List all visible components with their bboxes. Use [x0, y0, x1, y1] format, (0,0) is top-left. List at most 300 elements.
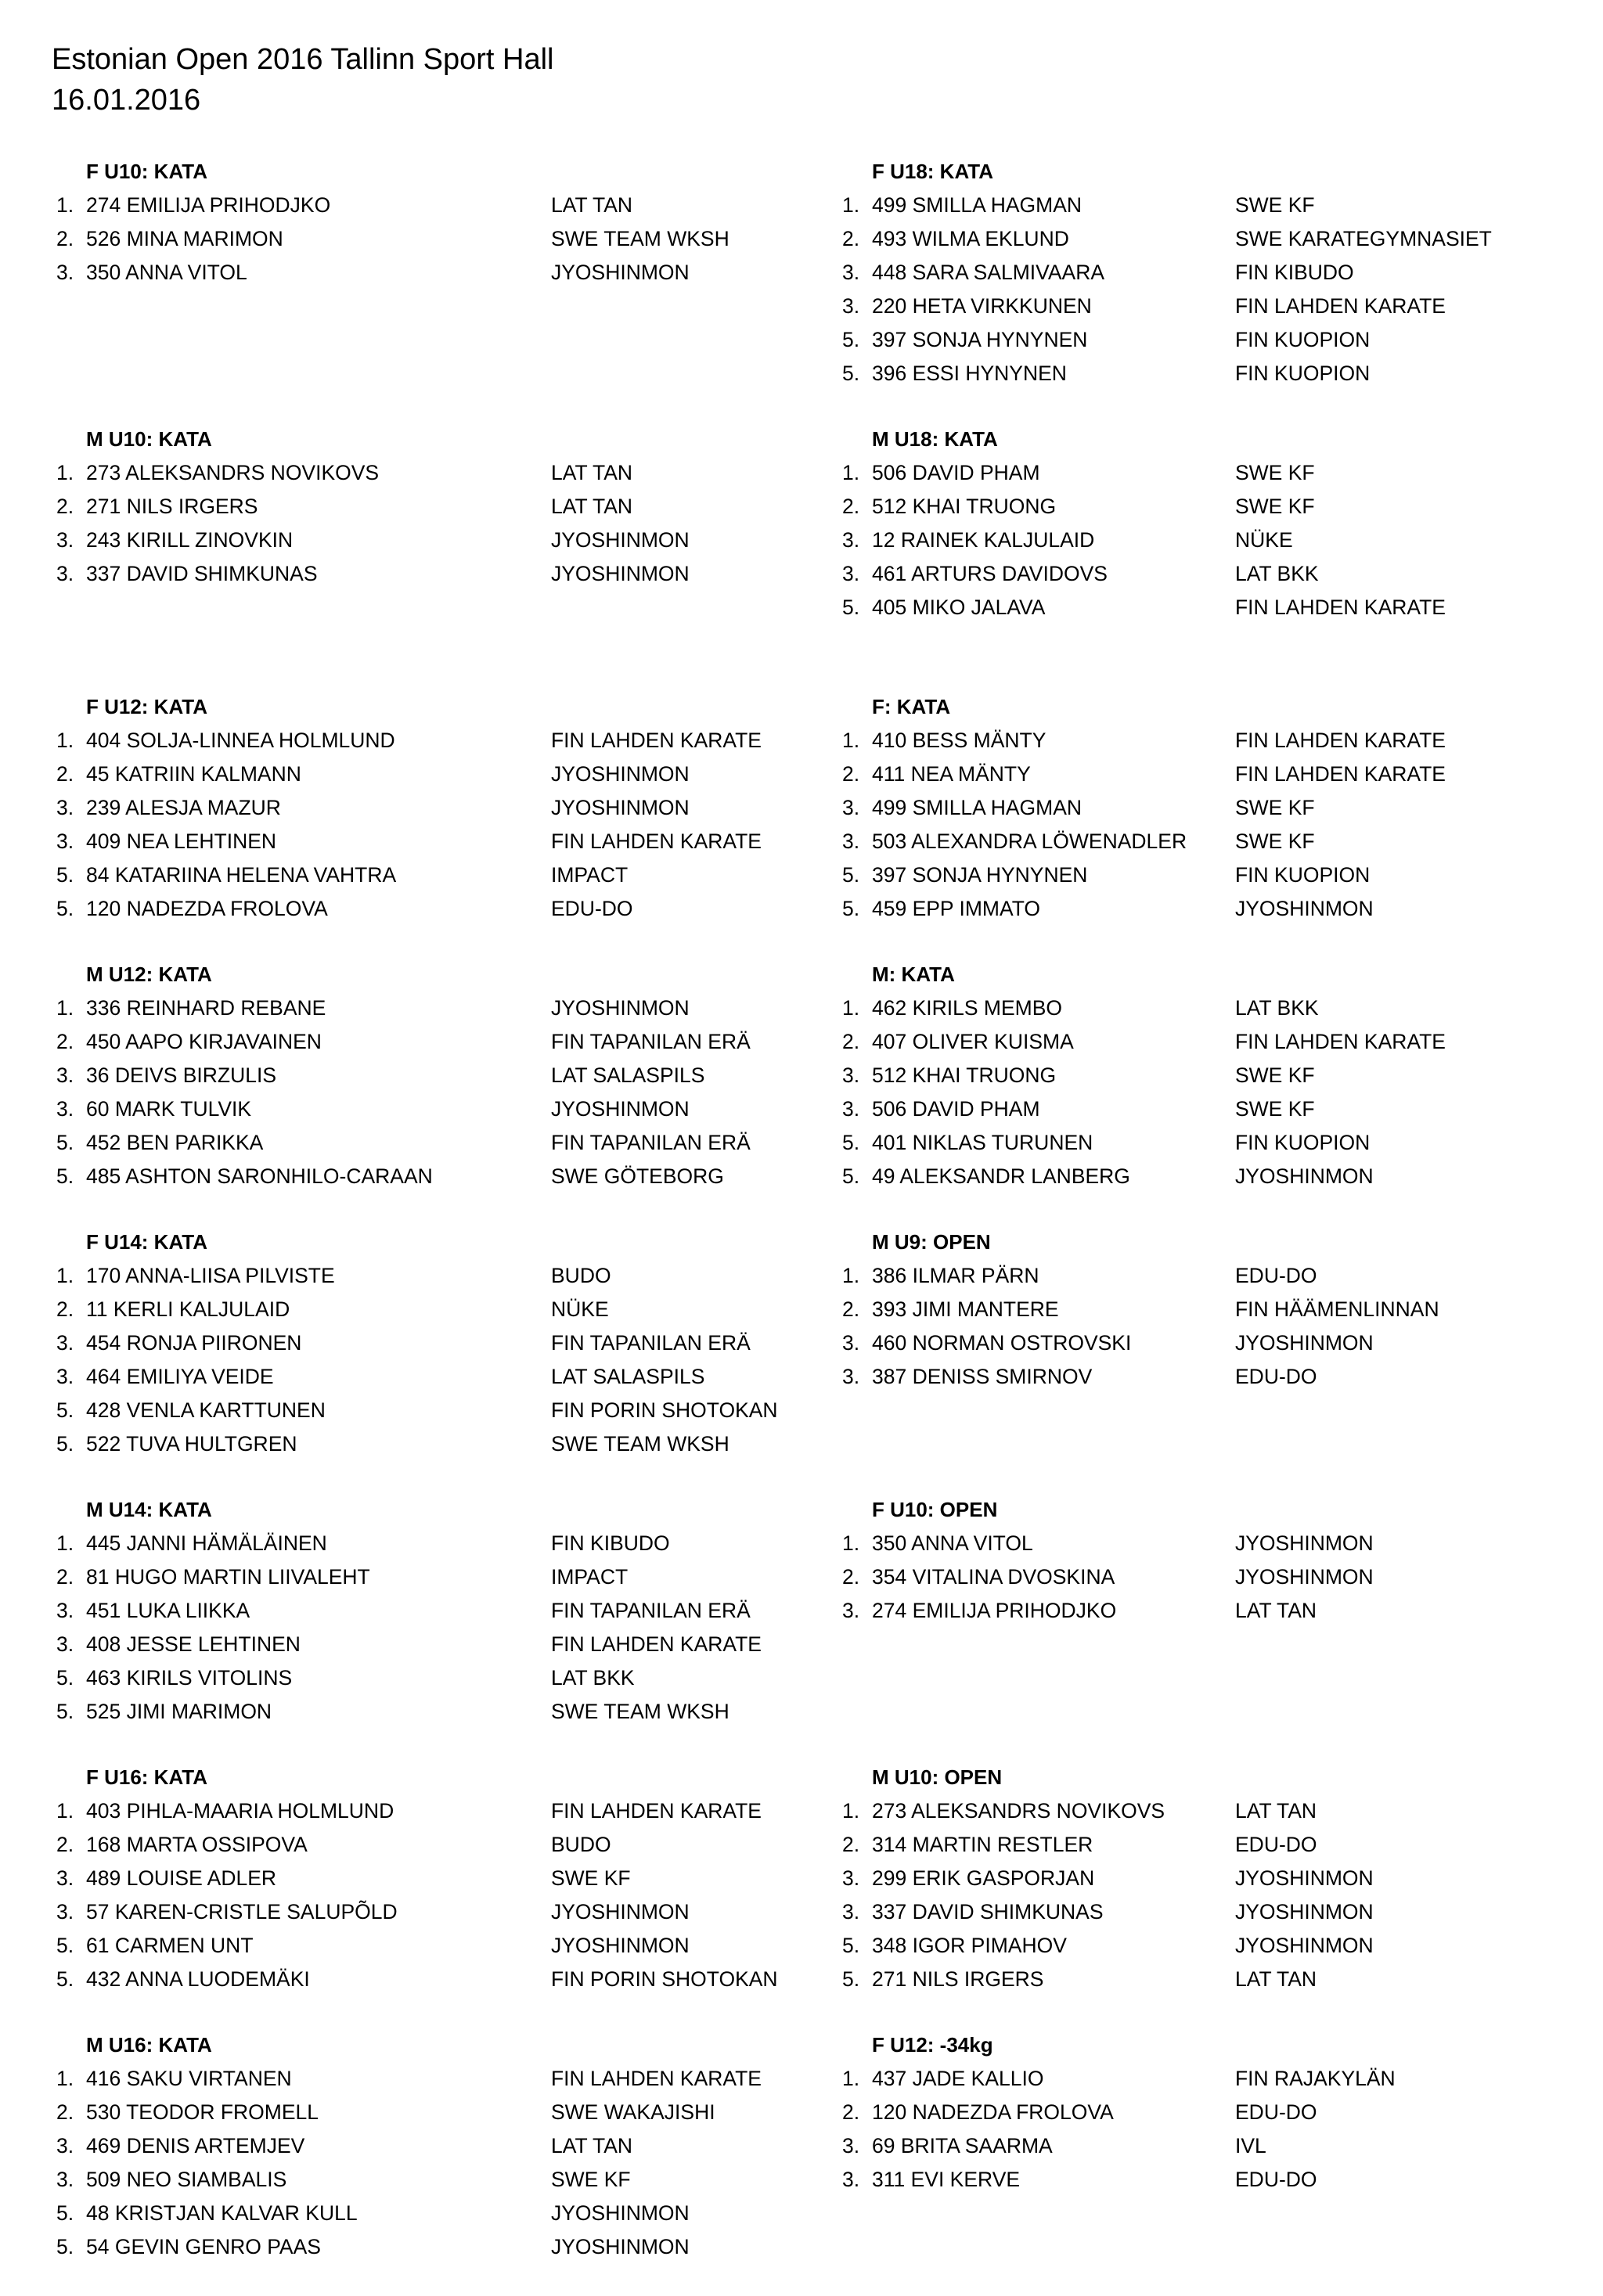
result-club: LAT TAN — [551, 2134, 633, 2157]
category-block — [49, 423, 800, 690]
result-athlete: 464 EMILIYA VEIDE — [86, 1365, 274, 1388]
result-place: 2. — [56, 2100, 74, 2124]
result-club: JYOSHINMON — [551, 528, 690, 552]
result-club: FIN KUOPION — [1235, 328, 1371, 351]
result-athlete: 45 KATRIIN KALMANN — [86, 762, 301, 786]
result-place: 3. — [842, 2134, 860, 2157]
result-club: FIN KIBUDO — [1235, 261, 1354, 284]
result-row — [834, 357, 1586, 390]
results-list — [834, 1527, 1586, 1628]
result-place: 3. — [842, 562, 860, 585]
result-place: 3. — [56, 1632, 74, 1656]
category-title: M U9: OPEN — [872, 1230, 991, 1254]
results-list — [49, 1527, 800, 1729]
result-athlete: 311 EVI KERVE — [872, 2168, 1021, 2191]
result-club: LAT BKK — [551, 1666, 635, 1690]
result-row — [834, 758, 1586, 791]
result-club: FIN TAPANILAN ERÄ — [551, 1599, 751, 1622]
right-column — [834, 155, 1586, 2296]
result-club: FIN PORIN SHOTOKAN — [551, 1967, 778, 1991]
result-place: 1. — [56, 1264, 74, 1287]
result-place: 1. — [842, 2067, 860, 2090]
page-date: 16.01.2016 — [52, 84, 201, 117]
result-row — [834, 524, 1586, 557]
results-list — [834, 189, 1586, 390]
category-title: F U18: KATA — [872, 160, 994, 183]
result-club: FIN KUOPION — [1235, 1131, 1371, 1154]
result-athlete: 84 KATARIINA HELENA VAHTRA — [86, 863, 397, 887]
result-place: 5. — [56, 1666, 74, 1690]
result-place: 3. — [842, 261, 860, 284]
result-club: JYOSHINMON — [551, 996, 690, 1020]
result-place: 3. — [842, 528, 860, 552]
result-athlete: 273 ALEKSANDRS NOVIKOVS — [872, 1799, 1165, 1823]
result-athlete: 503 ALEXANDRA LÖWENADLER — [872, 830, 1187, 853]
result-athlete: 36 DEIVS BIRZULIS — [86, 1063, 277, 1087]
result-club: FIN PORIN SHOTOKAN — [551, 1398, 778, 1422]
result-athlete: 525 JIMI MARIMON — [86, 1700, 272, 1723]
result-row — [834, 2163, 1586, 2197]
result-place: 3. — [842, 294, 860, 318]
result-athlete: 60 MARK TULVIK — [86, 1097, 252, 1121]
result-row — [49, 1527, 800, 1560]
result-row — [49, 1794, 800, 1828]
result-athlete: 243 KIRILL ZINOVKIN — [86, 528, 294, 552]
result-club: SWE TEAM WKSH — [551, 1432, 729, 1456]
result-place: 2. — [56, 1565, 74, 1589]
result-row — [49, 2062, 800, 2096]
result-athlete: 409 NEA LEHTINEN — [86, 830, 277, 853]
result-row — [834, 1794, 1586, 1828]
result-athlete: 459 EPP IMMATO — [872, 897, 1041, 920]
result-club: EDU-DO — [551, 897, 633, 920]
result-club: SWE GÖTEBORG — [551, 1164, 724, 1188]
result-club: IMPACT — [551, 1565, 629, 1589]
result-athlete: 405 MIKO JALAVA — [872, 596, 1046, 619]
result-place: 2. — [842, 1833, 860, 1856]
result-athlete: 530 TEODOR FROMELL — [86, 2100, 319, 2124]
result-place: 2. — [842, 1565, 860, 1589]
result-athlete: 452 BEN PARIKKA — [86, 1131, 264, 1154]
result-row — [834, 1560, 1586, 1594]
result-club: SWE KF — [1235, 461, 1315, 484]
category-title: F U12: -34kg — [872, 2033, 993, 2057]
result-athlete: 512 KHAI TRUONG — [872, 1063, 1057, 1087]
results-list — [49, 1794, 800, 1996]
result-athlete: 454 RONJA PIIRONEN — [86, 1331, 302, 1355]
result-place: 3. — [56, 2134, 74, 2157]
result-athlete: 499 SMILLA HAGMAN — [872, 796, 1082, 819]
result-club: FIN LAHDEN KARATE — [1235, 762, 1446, 786]
result-club: SWE WAKAJISHI — [551, 2100, 715, 2124]
result-place: 5. — [842, 596, 860, 619]
result-row — [49, 892, 800, 926]
result-club: SWE KF — [551, 1866, 631, 1890]
left-column — [49, 155, 800, 2296]
result-place: 3. — [842, 1866, 860, 1890]
result-place: 3. — [842, 1331, 860, 1355]
result-place: 5. — [56, 897, 74, 920]
result-row — [49, 1661, 800, 1695]
result-athlete: 445 JANNI HÄMÄLÄINEN — [86, 1531, 327, 1555]
result-place: 3. — [842, 2168, 860, 2191]
result-place: 2. — [56, 1030, 74, 1053]
result-row — [49, 456, 800, 490]
results-list — [834, 1794, 1586, 1996]
category-block — [49, 1761, 800, 2028]
result-athlete: 397 SONJA HYNYNEN — [872, 328, 1088, 351]
result-place: 2. — [842, 2100, 860, 2124]
result-row — [49, 1259, 800, 1293]
result-row — [49, 1360, 800, 1394]
category-block — [49, 1225, 800, 1493]
results-list — [49, 1259, 800, 1461]
result-place: 5. — [842, 1131, 860, 1154]
result-row — [834, 1895, 1586, 1929]
category-title: M U10: KATA — [86, 427, 212, 451]
result-club: EDU-DO — [1235, 2100, 1317, 2124]
result-club: FIN LAHDEN KARATE — [1235, 729, 1446, 752]
results-list — [834, 456, 1586, 624]
result-athlete: 337 DAVID SHIMKUNAS — [86, 562, 318, 585]
result-place: 2. — [56, 1297, 74, 1321]
result-place: 1. — [842, 1264, 860, 1287]
result-place: 5. — [56, 1432, 74, 1456]
result-row — [49, 1594, 800, 1628]
category-block — [49, 690, 800, 958]
category-block — [834, 423, 1586, 690]
result-athlete: 463 KIRILS VITOLINS — [86, 1666, 293, 1690]
result-athlete: 168 MARTA OSSIPOVA — [86, 1833, 308, 1856]
result-row — [49, 858, 800, 892]
result-row — [49, 1427, 800, 1461]
results-list — [49, 2062, 800, 2264]
result-club: LAT BKK — [1235, 562, 1319, 585]
results-list — [49, 724, 800, 926]
result-row — [834, 2129, 1586, 2163]
result-athlete: 387 DENISS SMIRNOV — [872, 1365, 1093, 1388]
result-athlete: 11 KERLI KALJULAID — [86, 1297, 290, 1321]
category-block — [834, 2028, 1586, 2296]
result-row — [49, 1293, 800, 1326]
result-row — [834, 1527, 1586, 1560]
result-club: JYOSHINMON — [1235, 1565, 1374, 1589]
result-place: 5. — [56, 1164, 74, 1188]
result-athlete: 120 NADEZDA FROLOVA — [872, 2100, 1114, 2124]
result-place: 1. — [842, 1531, 860, 1555]
result-row — [49, 1326, 800, 1360]
category-block — [49, 155, 800, 423]
results-list — [834, 1259, 1586, 1394]
result-club: FIN RAJAKYLÄN — [1235, 2067, 1396, 2090]
result-row — [834, 858, 1586, 892]
result-place: 5. — [842, 1934, 860, 1957]
result-club: FIN TAPANILAN ERÄ — [551, 1131, 751, 1154]
result-row — [49, 1394, 800, 1427]
result-row — [49, 1025, 800, 1059]
result-athlete: 397 SONJA HYNYNEN — [872, 863, 1088, 887]
result-club: FIN TAPANILAN ERÄ — [551, 1030, 751, 1053]
category-title: F U12: KATA — [86, 695, 208, 718]
result-row — [834, 1929, 1586, 1963]
result-place: 3. — [56, 830, 74, 853]
result-row — [834, 1293, 1586, 1326]
result-club: LAT BKK — [1235, 996, 1319, 1020]
result-club: SWE TEAM WKSH — [551, 1700, 729, 1723]
result-row — [49, 1895, 800, 1929]
result-place: 3. — [56, 1900, 74, 1924]
result-athlete: 493 WILMA EKLUND — [872, 227, 1069, 250]
category-title: M U10: OPEN — [872, 1765, 1003, 1789]
result-club: LAT TAN — [1235, 1967, 1317, 1991]
result-row — [49, 1560, 800, 1594]
result-athlete: 506 DAVID PHAM — [872, 461, 1040, 484]
result-row — [49, 1695, 800, 1729]
result-place: 5. — [56, 1967, 74, 1991]
result-athlete: 512 KHAI TRUONG — [872, 495, 1057, 518]
result-athlete: 120 NADEZDA FROLOVA — [86, 897, 328, 920]
result-club: JYOSHINMON — [551, 562, 690, 585]
result-place: 3. — [56, 1097, 74, 1121]
result-place: 1. — [842, 996, 860, 1020]
result-athlete: 396 ESSI HYNYNEN — [872, 362, 1067, 385]
result-row — [834, 1326, 1586, 1360]
result-club: JYOSHINMON — [551, 261, 690, 284]
result-athlete: 437 JADE KALLIO — [872, 2067, 1044, 2090]
result-place: 3. — [842, 1063, 860, 1087]
result-athlete: 509 NEO SIAMBALIS — [86, 2168, 287, 2191]
result-club: JYOSHINMON — [551, 2201, 690, 2225]
result-place: 2. — [56, 1833, 74, 1856]
result-club: FIN KIBUDO — [551, 1531, 670, 1555]
result-club: IMPACT — [551, 863, 629, 887]
result-row — [834, 290, 1586, 323]
result-place: 1. — [56, 729, 74, 752]
result-club: JYOSHINMON — [1235, 1866, 1374, 1890]
result-row — [49, 256, 800, 290]
category-block — [49, 1493, 800, 1761]
result-club: BUDO — [551, 1833, 611, 1856]
result-club: FIN TAPANILAN ERÄ — [551, 1331, 751, 1355]
result-place: 3. — [56, 2168, 74, 2191]
result-athlete: 485 ASHTON SARONHILO-CARAAN — [86, 1164, 433, 1188]
result-row — [49, 991, 800, 1025]
result-club: LAT TAN — [551, 495, 633, 518]
category-block — [834, 1493, 1586, 1761]
result-athlete: 274 EMILIJA PRIHODJKO — [872, 1599, 1117, 1622]
result-athlete: 489 LOUISE ADLER — [86, 1866, 277, 1890]
result-place: 5. — [56, 1700, 74, 1723]
result-athlete: 271 NILS IRGERS — [872, 1967, 1044, 1991]
result-place: 3. — [56, 796, 74, 819]
result-club: JYOSHINMON — [551, 1097, 690, 1121]
result-athlete: 273 ALEKSANDRS NOVIKOVS — [86, 461, 380, 484]
page-header — [52, 39, 554, 121]
result-row — [834, 1259, 1586, 1293]
result-place: 2. — [56, 227, 74, 250]
category-title: M U18: KATA — [872, 427, 998, 451]
results-list — [49, 456, 800, 591]
result-club: LAT TAN — [1235, 1599, 1317, 1622]
result-row — [49, 1059, 800, 1092]
result-club: EDU-DO — [1235, 1833, 1317, 1856]
result-place: 5. — [842, 1967, 860, 1991]
result-athlete: 461 ARTURS DAVIDOVS — [872, 562, 1108, 585]
result-row — [834, 490, 1586, 524]
results-list — [834, 724, 1586, 926]
result-row — [49, 724, 800, 758]
result-row — [834, 557, 1586, 591]
result-row — [834, 991, 1586, 1025]
result-row — [49, 2163, 800, 2197]
result-club: JYOSHINMON — [1235, 1934, 1374, 1957]
result-place: 3. — [56, 528, 74, 552]
result-row — [834, 1126, 1586, 1160]
result-row — [834, 1059, 1586, 1092]
result-place: 3. — [842, 1900, 860, 1924]
result-athlete: 61 CARMEN UNT — [86, 1934, 254, 1957]
result-athlete: 49 ALEKSANDR LANBERG — [872, 1164, 1130, 1188]
result-row — [834, 892, 1586, 926]
result-row — [49, 2129, 800, 2163]
results-list — [834, 2062, 1586, 2197]
result-place: 5. — [842, 863, 860, 887]
result-club: JYOSHINMON — [551, 1934, 690, 1957]
result-place: 3. — [56, 1063, 74, 1087]
result-row — [834, 456, 1586, 490]
result-club: LAT TAN — [551, 461, 633, 484]
result-place: 2. — [842, 1297, 860, 1321]
result-club: IVL — [1235, 2134, 1266, 2157]
category-title: M U12: KATA — [86, 963, 212, 986]
result-athlete: 386 ILMAR PÄRN — [872, 1264, 1039, 1287]
result-row — [834, 1092, 1586, 1126]
result-place: 3. — [56, 1365, 74, 1388]
result-club: FIN LAHDEN KARATE — [1235, 1030, 1446, 1053]
result-athlete: 314 MARTIN RESTLER — [872, 1833, 1093, 1856]
result-club: JYOSHINMON — [1235, 1331, 1374, 1355]
result-place: 5. — [842, 1164, 860, 1188]
result-athlete: 432 ANNA LUODEMÄKI — [86, 1967, 310, 1991]
result-place: 2. — [842, 495, 860, 518]
result-row — [49, 2197, 800, 2230]
result-athlete: 411 NEA MÄNTY — [872, 762, 1031, 786]
result-place: 3. — [56, 261, 74, 284]
result-place: 3. — [56, 562, 74, 585]
result-club: JYOSHINMON — [551, 2235, 690, 2258]
results-list — [834, 991, 1586, 1193]
result-row — [834, 189, 1586, 222]
result-club: EDU-DO — [1235, 2168, 1317, 2191]
result-club: JYOSHINMON — [551, 1900, 690, 1924]
result-club: FIN HÄÄMENLINNAN — [1235, 1297, 1439, 1321]
category-title: M U16: KATA — [86, 2033, 212, 2057]
category-block — [49, 958, 800, 1225]
result-row — [49, 1160, 800, 1193]
result-club: SWE KF — [551, 2168, 631, 2191]
result-club: SWE KF — [1235, 830, 1315, 853]
result-place: 1. — [56, 2067, 74, 2090]
page-title: Estonian Open 2016 Tallinn Sport Hall — [52, 43, 554, 76]
results-list — [49, 991, 800, 1193]
result-row — [49, 2096, 800, 2129]
result-club: SWE KF — [1235, 495, 1315, 518]
result-club: SWE TEAM WKSH — [551, 227, 729, 250]
result-place: 2. — [842, 762, 860, 786]
result-place: 5. — [842, 328, 860, 351]
result-place: 1. — [842, 729, 860, 752]
result-row — [49, 1828, 800, 1862]
result-athlete: 401 NIKLAS TURUNEN — [872, 1131, 1093, 1154]
result-place: 3. — [842, 1365, 860, 1388]
result-athlete: 450 AAPO KIRJAVAINEN — [86, 1030, 322, 1053]
result-club: NÜKE — [551, 1297, 609, 1321]
result-row — [49, 1628, 800, 1661]
result-row — [834, 1025, 1586, 1059]
result-place: 1. — [842, 193, 860, 217]
result-row — [49, 189, 800, 222]
result-place: 1. — [842, 1799, 860, 1823]
result-row — [834, 323, 1586, 357]
result-place: 3. — [842, 796, 860, 819]
category-block — [834, 690, 1586, 958]
result-place: 5. — [56, 2201, 74, 2225]
result-athlete: 337 DAVID SHIMKUNAS — [872, 1900, 1104, 1924]
result-place: 5. — [56, 1398, 74, 1422]
result-athlete: 451 LUKA LIIKKA — [86, 1599, 250, 1622]
result-club: SWE KF — [1235, 1063, 1315, 1087]
result-club: SWE KF — [1235, 1097, 1315, 1121]
result-club: BUDO — [551, 1264, 611, 1287]
result-place: 2. — [56, 495, 74, 518]
result-row — [49, 1126, 800, 1160]
result-row — [49, 1862, 800, 1895]
result-athlete: 416 SAKU VIRTANEN — [86, 2067, 292, 2090]
category-title: F U10: OPEN — [872, 1498, 998, 1521]
result-place: 1. — [56, 1531, 74, 1555]
result-row — [49, 825, 800, 858]
result-place: 3. — [842, 830, 860, 853]
result-row — [834, 222, 1586, 256]
result-athlete: 274 EMILIJA PRIHODJKO — [86, 193, 331, 217]
result-athlete: 460 NORMAN OSTROVSKI — [872, 1331, 1132, 1355]
result-club: FIN LAHDEN KARATE — [1235, 596, 1446, 619]
result-row — [834, 791, 1586, 825]
result-place: 2. — [842, 227, 860, 250]
result-place: 2. — [842, 1030, 860, 1053]
result-club: FIN LAHDEN KARATE — [551, 1632, 762, 1656]
result-place: 1. — [56, 461, 74, 484]
result-athlete: 526 MINA MARIMON — [86, 227, 283, 250]
result-place: 1. — [56, 1799, 74, 1823]
category-title: F U14: KATA — [86, 1230, 208, 1254]
result-row — [49, 791, 800, 825]
result-place: 3. — [842, 1599, 860, 1622]
result-club: JYOSHINMON — [1235, 897, 1374, 920]
result-place: 3. — [56, 1331, 74, 1355]
result-club: SWE KF — [1235, 193, 1315, 217]
result-club: FIN LAHDEN KARATE — [1235, 294, 1446, 318]
result-athlete: 403 PIHLA-MAARIA HOLMLUND — [86, 1799, 394, 1823]
result-place: 3. — [56, 1599, 74, 1622]
result-club: FIN LAHDEN KARATE — [551, 1799, 762, 1823]
result-athlete: 408 JESSE LEHTINEN — [86, 1632, 301, 1656]
results-list — [49, 189, 800, 290]
result-row — [49, 758, 800, 791]
result-athlete: 506 DAVID PHAM — [872, 1097, 1040, 1121]
result-club: JYOSHINMON — [1235, 1900, 1374, 1924]
result-athlete: 57 KAREN-CRISTLE SALUPÕLD — [86, 1900, 398, 1924]
